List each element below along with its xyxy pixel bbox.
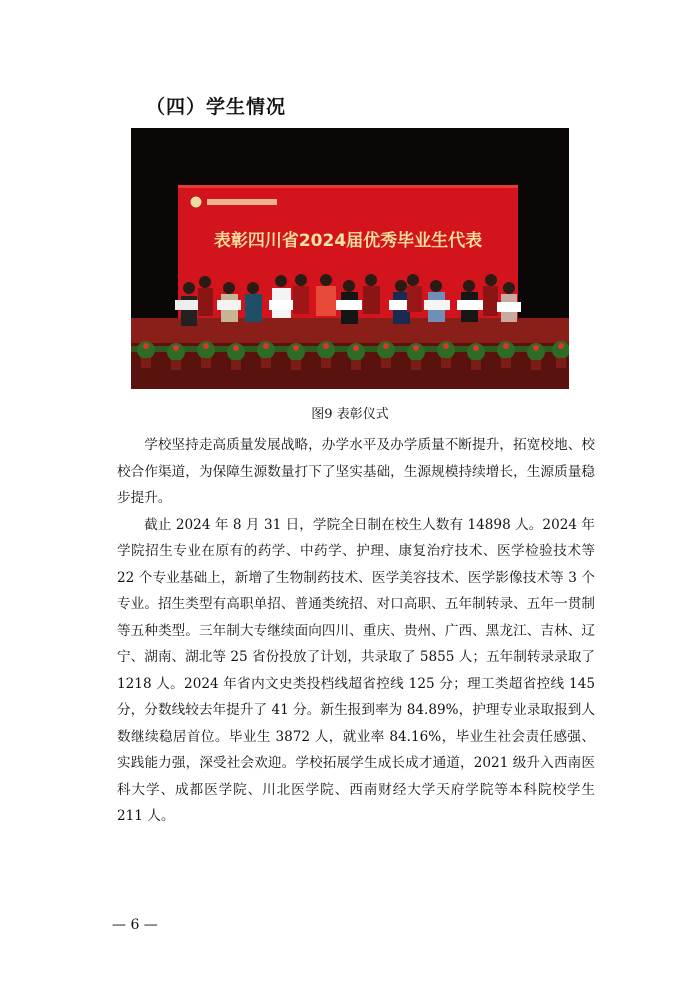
body-text <box>117 432 595 830</box>
award-ceremony-photo <box>131 128 569 389</box>
figure-caption: 图9 表彰仪式 <box>311 407 389 422</box>
backdrop-title: 表彰四川省2024届优秀毕业生代表 <box>213 231 483 251</box>
paragraph: 截止 2024 年 8 月 31 日，学院全日制在校生人数有 14898 人。2024 年学院招生专业在原有的药学、中药学、护理、康复治疗技术、医学检验技术等 22 个专业基础上，新增了生物制药技术、医学美容技术、医学影像技术等 3 个专业。招生类型有高职单招、普通类统招、对口高职、五年制转录、五年一贯制等五种类型。三年制大专继续面向四川、重庆、贵州、广西、黑龙江、吉林、辽宁、湖南、湖北等 25 省份投放了计划，共录取了 5855 人；五年制转录录取了 1218 人。2024 年省内文史类投档线超省控线 125 分；理工类超省控线 145 分，分数线较去年提升了 41 分。新生报到率为 84.89%，护理专业录取报到人数继续稳居首位。毕业生 3872 人，就业率 84.16%，毕业生社会责任感强、实践能力强，深受社会欢迎。学校拓展学生成长成才通道，2021 级升入西南医科大学、成都医学院、川北医学院、西南财经大学天府学院等本科院校学生 211 人。 <box>117 516 595 824</box>
college-name-calligraphy <box>207 199 277 205</box>
college-emblem <box>190 196 202 208</box>
section-heading: （四）学生情况 <box>146 96 287 118</box>
page-number: — 6 — <box>112 917 158 933</box>
paragraph: 学校坚持走高质量发展战略，办学水平及办学质量不断提升，拓宽校地、校校合作渠道，为保障生源数量打下了坚实基础，生源规模持续增长，生源质量稳步提升。 <box>117 437 595 506</box>
